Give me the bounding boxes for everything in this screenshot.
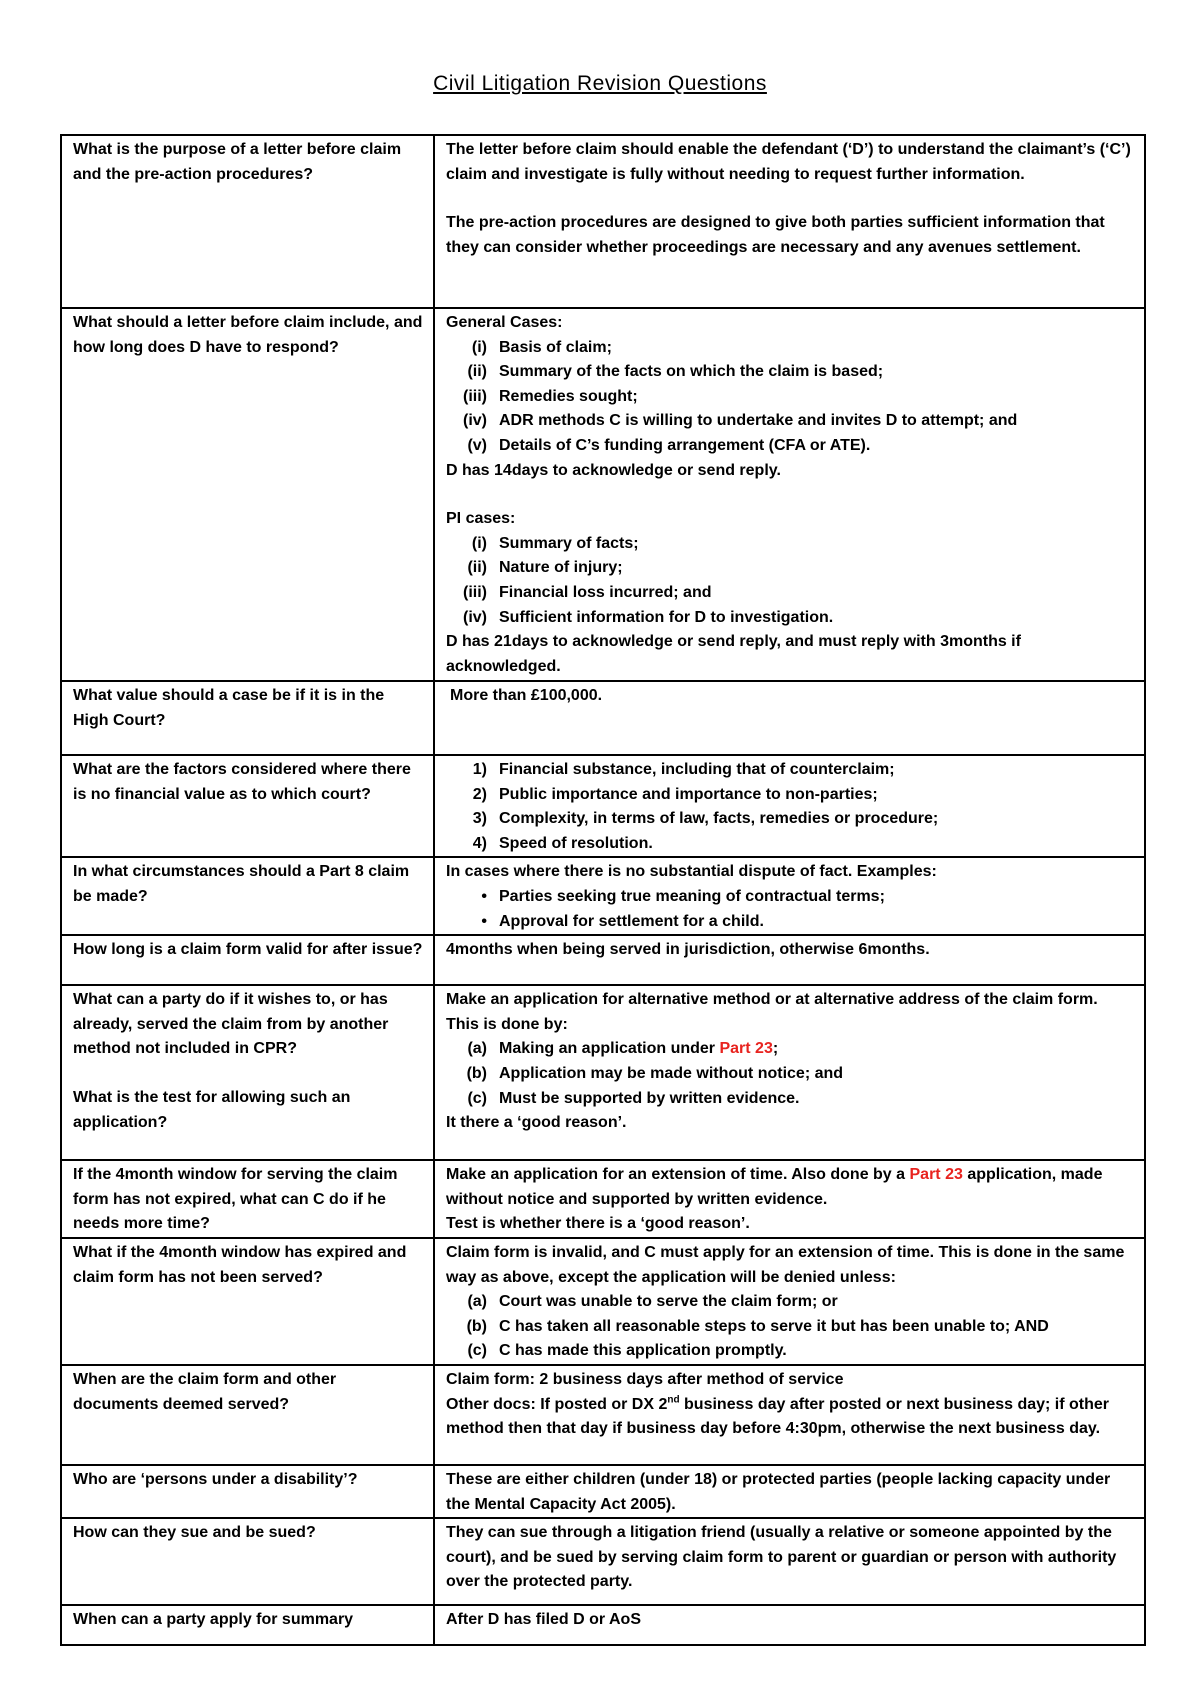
- answer-text: Claim form is invalid, and C must apply for an extension of time. This is done in the same way as above, except the application will be denied unless:: [446, 1243, 1125, 1286]
- list-item: (iii) Remedies sought;: [463, 387, 638, 405]
- answer-text: More than £100,000.: [450, 687, 603, 704]
- table-row: [61, 1238, 1145, 1365]
- answer-cell: [434, 1365, 1145, 1465]
- answer-cell: [434, 755, 1145, 857]
- answer-note: D has 21days to acknowledge or send reply, and must reply with 3months if acknowledged.: [446, 633, 1021, 675]
- question-cell: When can a party apply for summary: [61, 1605, 434, 1645]
- answer-cell: [434, 681, 1145, 755]
- answer-cell: [434, 857, 1145, 935]
- list-item: (i) Basis of claim;: [471, 338, 612, 356]
- table-row: [61, 755, 1145, 857]
- list-item: (ii) Summary of the facts on which the claim is based;: [467, 363, 884, 381]
- answer-note: D has 14days to acknowledge or send reply.: [446, 461, 781, 479]
- list-item: (iv) ADR methods C is willing to undertake and invites D to attempt; and: [463, 412, 1018, 430]
- list-item: (a) Court was unable to serve the claim form; or: [467, 1293, 838, 1311]
- table-row: [61, 1365, 1145, 1465]
- list-item: • Approval for settlement for a child.: [481, 912, 764, 930]
- list-item: (c) C has made this application promptly.: [467, 1342, 787, 1360]
- table-row: [61, 985, 1145, 1160]
- answer-cell: [434, 985, 1145, 1160]
- question-cell: What value should a case be if it is in the High Court?: [61, 681, 434, 755]
- list-item: (i) Summary of facts;: [471, 534, 639, 552]
- answer-paragraph: The letter before claim should enable the defendant (‘D’) to understand the claimant’s (‘C’) claim and investigate is fully without needing to request further information.: [446, 141, 1131, 183]
- question-cell: How long is a claim form valid for after issue?: [61, 935, 434, 985]
- table-row: [61, 1465, 1145, 1518]
- list-item: (iv) Sufficient information for D to investigation.: [463, 608, 834, 626]
- answer-text: Claim form: 2 business days after method of service: [446, 1370, 844, 1388]
- question-text: What is the test for allowing such an application?: [73, 1088, 351, 1131]
- list-item: 3) Complexity, in terms of law, facts, remedies or procedure;: [472, 810, 939, 828]
- answer-cell: [434, 1160, 1145, 1238]
- list-item: 1) Financial substance, including that of counterclaim;: [472, 761, 895, 778]
- list-item: • Parties seeking true meaning of contractual terms;: [481, 887, 885, 905]
- table-row: [61, 135, 1145, 308]
- page-title: Civil Litigation Revision Questions: [433, 72, 767, 95]
- list-item: (v) Details of C’s funding arrangement (CFA or ATE).: [467, 436, 871, 454]
- question-text: What can a party do if it wishes to, or has already, served the claim from by another method not included in CPR?: [73, 991, 389, 1058]
- table-row: [61, 935, 1145, 985]
- answer-text: Make an application for an extension of time. Also done by a Part 23 application, made without notice and supported by written evidence.: [446, 1166, 1103, 1208]
- revision-table: [60, 134, 1146, 1646]
- question-cell: What should a letter before claim include, and how long does D have to respond?: [61, 308, 434, 681]
- table-row: [61, 1160, 1145, 1238]
- list-item: (a) Making an application under Part 23;: [467, 1040, 779, 1058]
- question-cell: What are the factors considered where there is no financial value as to which court?: [61, 755, 434, 857]
- list-item: 2) Public importance and importance to non-parties;: [472, 785, 878, 803]
- question-cell: [61, 985, 434, 1160]
- question-cell: If the 4month window for serving the claim form has not expired, what can C do if he needs more time?: [61, 1160, 434, 1238]
- answer-cell: 4months when being served in jurisdiction, otherwise 6months.: [434, 935, 1145, 985]
- question-cell: What is the purpose of a letter before claim and the pre-action procedures?: [61, 135, 434, 308]
- answer-text: Other docs: If posted or DX 2nd business day after posted or next business day; if other method then that day if business day before 4:30pm, otherwise the next business day.: [446, 1394, 1110, 1438]
- list-item: (c) Must be supported by written evidence.: [467, 1089, 800, 1107]
- part-23-reference: Part 23: [909, 1166, 963, 1184]
- table-row: [61, 681, 1145, 755]
- answer-cell: These are either children (under 18) or protected parties (people lacking capacity under the Mental Capacity Act 2005).: [434, 1465, 1145, 1518]
- answer-text: It there a ‘good reason’.: [446, 1114, 627, 1132]
- list-item: (b) C has taken all reasonable steps to serve it but has been unable to; AND: [466, 1317, 1049, 1335]
- answer-cell: [434, 135, 1145, 308]
- answer-heading: General Cases:: [446, 314, 563, 331]
- answer-cell: [434, 1238, 1145, 1365]
- list-item: (iii) Financial loss incurred; and: [463, 583, 712, 601]
- answer-cell: After D has filed D or AoS: [434, 1605, 1145, 1645]
- answer-text: Test is whether there is a ‘good reason’.: [446, 1215, 750, 1233]
- list-item: (b) Application may be made without notice; and: [466, 1064, 844, 1082]
- answer-cell: They can sue through a litigation friend (usually a relative or someone appointed by the court), and be sued by serving claim form to parent or guardian or person with authority over the protected party.: [434, 1518, 1145, 1605]
- answer-cell: [434, 308, 1145, 681]
- answer-text: Make an application for alternative method or at alternative address of the claim form. This is done by:: [446, 991, 1098, 1033]
- question-cell: When are the claim form and other documents deemed served?: [61, 1365, 434, 1465]
- table-row: [61, 1605, 1145, 1645]
- table-row: [61, 308, 1145, 681]
- list-item: (ii) Nature of injury;: [467, 559, 623, 577]
- answer-heading: PI cases:: [446, 510, 516, 528]
- table-row: [61, 857, 1145, 935]
- question-cell: What if the 4month window has expired and claim form has not been served?: [61, 1238, 434, 1365]
- part-23-reference: Part 23: [719, 1040, 773, 1058]
- answer-text: In cases where there is no substantial dispute of fact. Examples:: [446, 863, 937, 881]
- list-item: 4) Speed of resolution.: [472, 834, 653, 852]
- question-cell: Who are ‘persons under a disability’?: [61, 1465, 434, 1518]
- table-row: [61, 1518, 1145, 1605]
- question-cell: How can they sue and be sued?: [61, 1518, 434, 1605]
- question-cell: In what circumstances should a Part 8 claim be made?: [61, 857, 434, 935]
- answer-paragraph: The pre-action procedures are designed to give both parties sufficient information that they can consider whether proceedings are necessary and any avenues settlement.: [446, 214, 1105, 256]
